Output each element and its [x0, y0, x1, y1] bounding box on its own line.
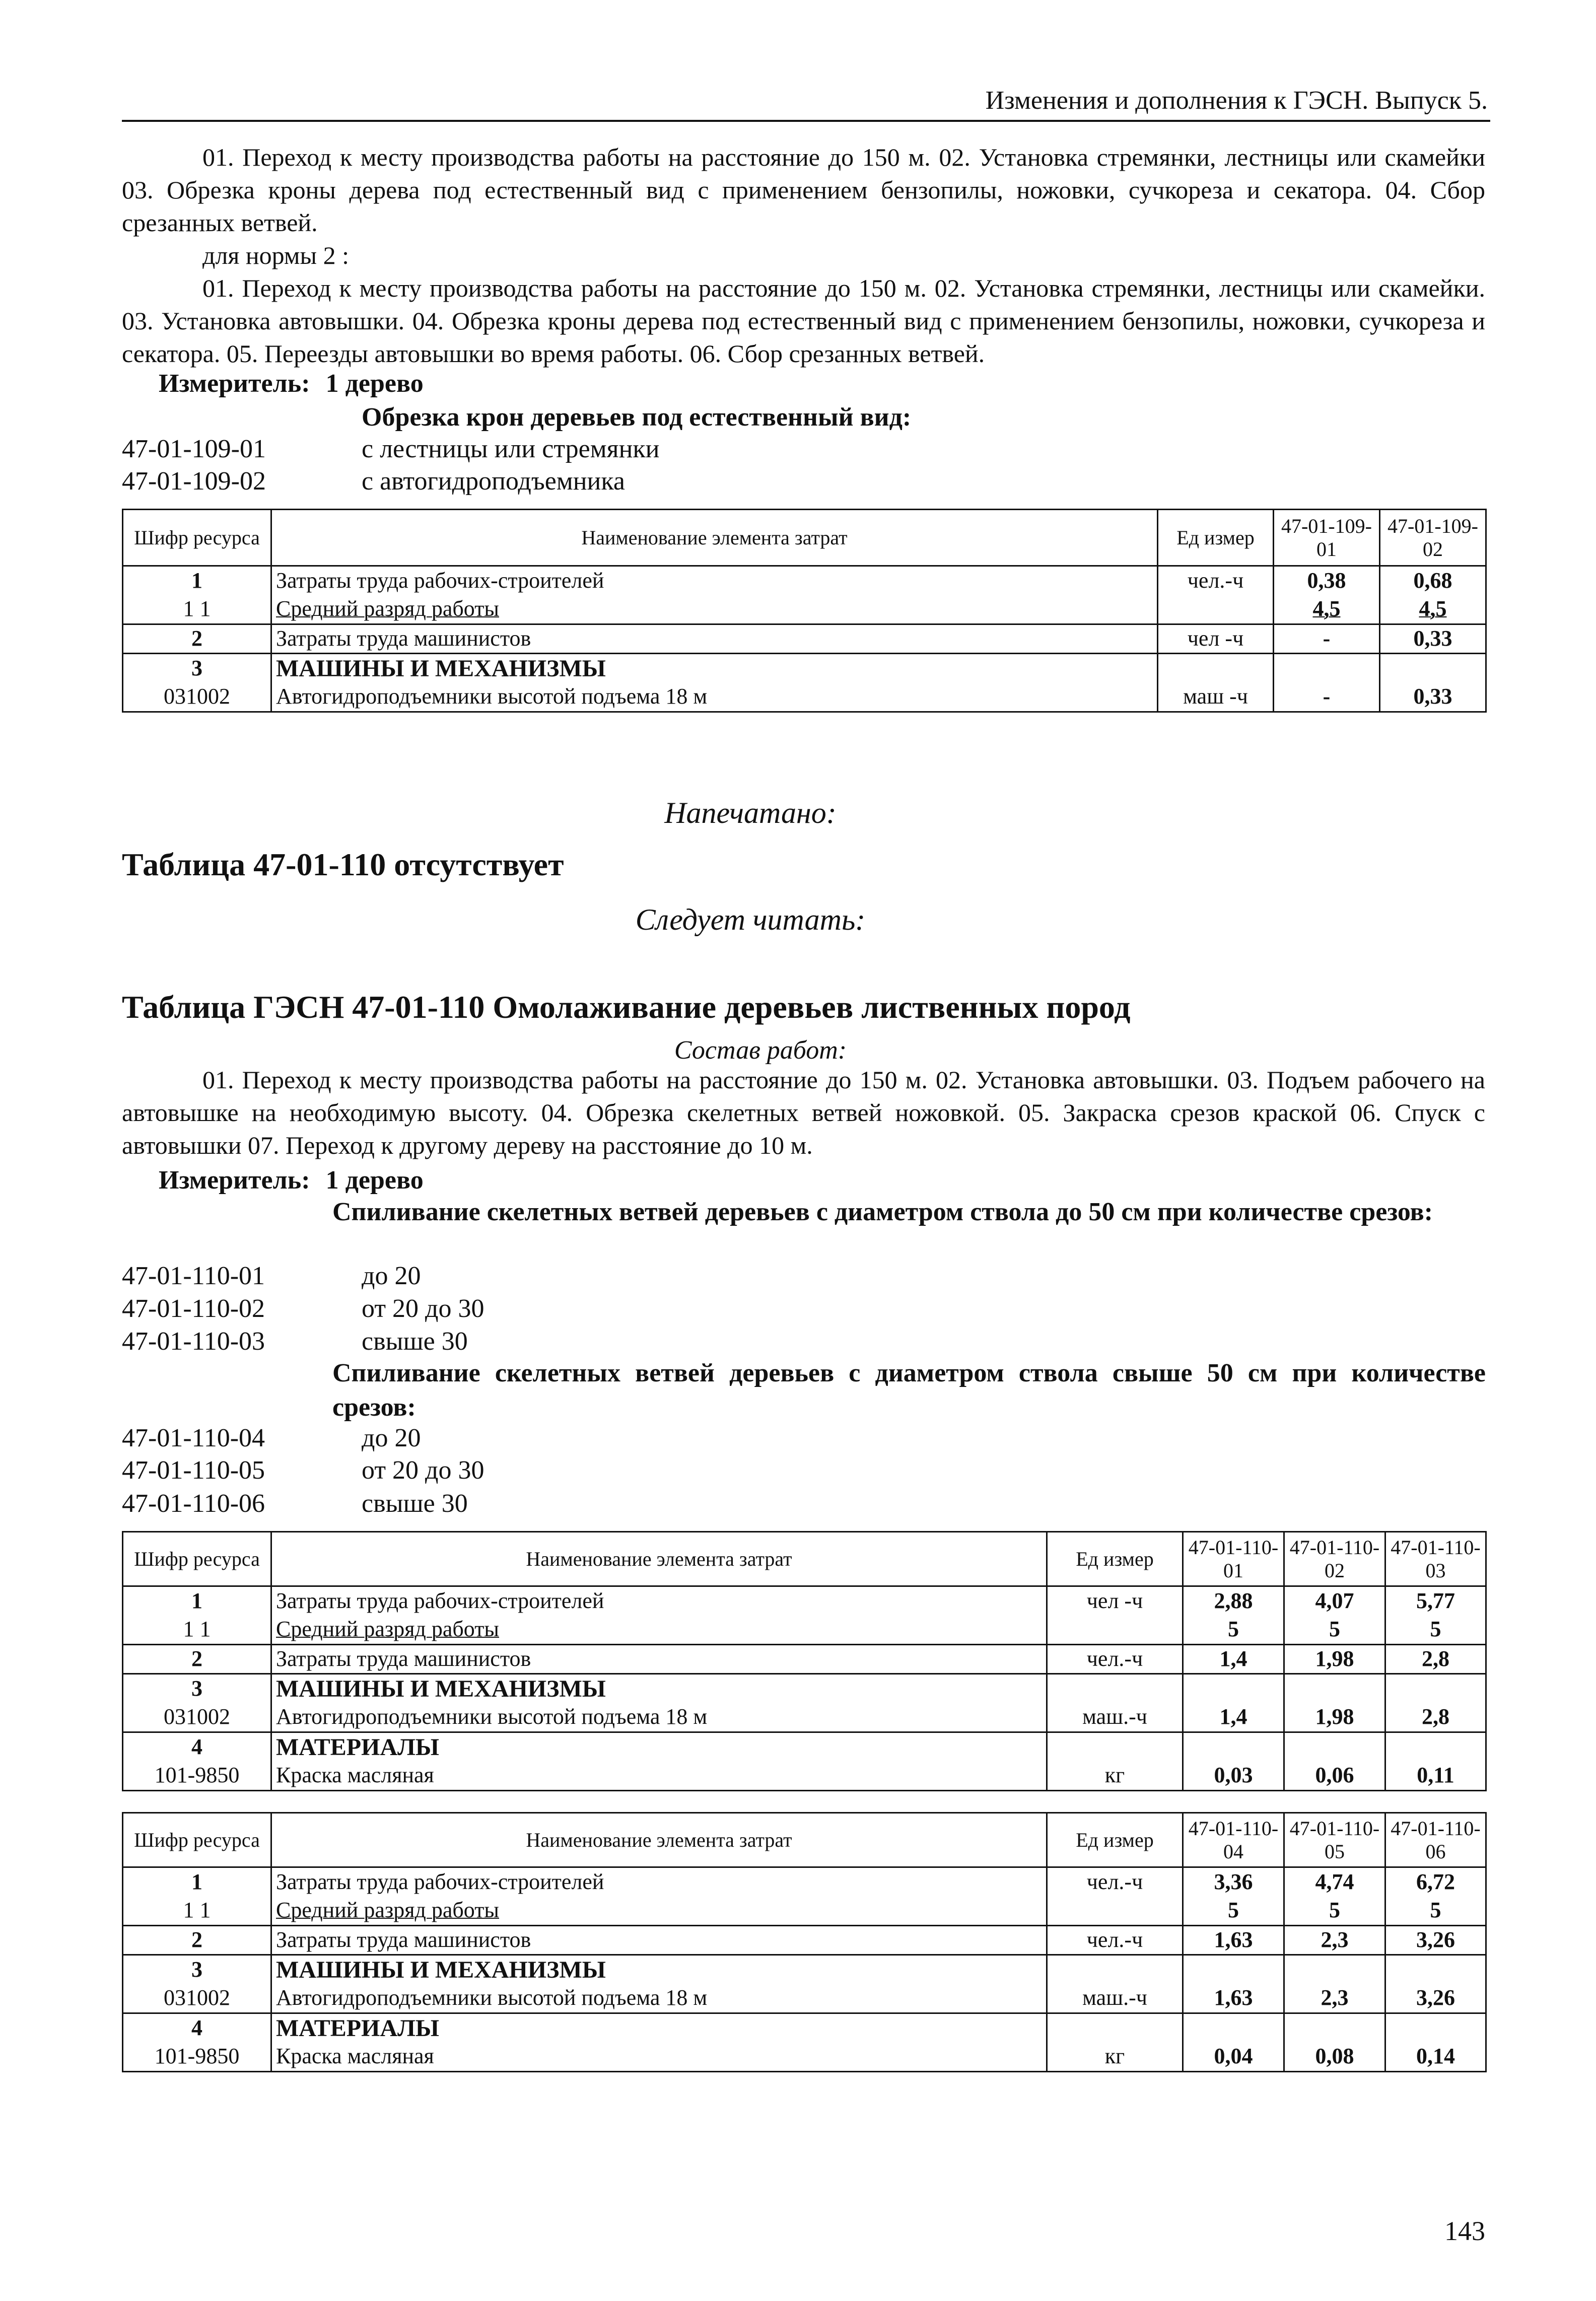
table-row [123, 1586, 1486, 1616]
cell-unit: чел.-ч [1158, 566, 1274, 595]
cell-code: 1 1 [123, 1616, 271, 1645]
header-norm-1: 47-01-110-04 [1183, 1813, 1284, 1867]
cell-group-name: МАШИНЫ И МЕХАНИЗМЫ [271, 1955, 1047, 1984]
cell-code: 3 [123, 1674, 271, 1703]
table-row [123, 595, 1486, 624]
cell-value [1274, 595, 1380, 624]
cell-name-text: Средний разряд работы [276, 1617, 499, 1642]
norm-item [122, 1259, 421, 1293]
cell-unit: чел -ч [1158, 624, 1274, 654]
table-row [123, 1867, 1486, 1897]
norm-code: 47-01-110-01 [122, 1262, 265, 1290]
cell-code: 1 [123, 1586, 271, 1616]
table-title: Таблица ГЭСН 47-01-110 Омолаживание деревьев лиственных пород [122, 989, 1131, 1025]
cell-value [1385, 1674, 1486, 1703]
cell-value: 0,03 [1183, 1762, 1284, 1791]
table-row [123, 1674, 1486, 1703]
cell-value: 2,88 [1183, 1586, 1284, 1616]
cell-name: Затраты труда рабочих-строителей [271, 1867, 1047, 1897]
header-unit: Ед измер [1047, 1532, 1183, 1586]
cell-unit [1047, 1616, 1183, 1645]
cell-name: Затраты труда машинистов [271, 624, 1158, 654]
cell-code: 3 [123, 1955, 271, 1984]
cell-name: Затраты труда машинистов [271, 1926, 1047, 1955]
table-row [123, 1984, 1486, 2013]
cell-unit [1047, 2013, 1183, 2043]
table-row [123, 1645, 1486, 1674]
table-row [123, 1955, 1486, 1984]
cell-unit [1047, 1674, 1183, 1703]
cell-code: 1 [123, 566, 271, 595]
cell-value: 5,77 [1385, 1586, 1486, 1616]
table-row [123, 2043, 1486, 2072]
cell-value: 1,4 [1183, 1645, 1284, 1674]
cell-group-name: МАТЕРИАЛЫ [271, 1732, 1047, 1762]
cell-code: 4 [123, 2013, 271, 2043]
header-code: Шифр ресурса [123, 1813, 271, 1867]
cell-unit: чел.-ч [1047, 1926, 1183, 1955]
resource-table-2 [122, 1531, 1487, 1791]
composition-label: Состав работ: [674, 1036, 847, 1065]
cell-value: 4,07 [1284, 1586, 1385, 1616]
cell-unit [1158, 654, 1274, 683]
cell-unit: чел -ч [1047, 1586, 1183, 1616]
cell-name: Затраты труда машинистов [271, 1645, 1047, 1674]
norm-text: с автогидроподъемника [362, 467, 625, 496]
cell-unit: маш -ч [1158, 683, 1274, 712]
norm-code: 47-01-110-06 [122, 1489, 265, 1518]
cell-unit [1047, 1897, 1183, 1926]
table-row [123, 2013, 1486, 2043]
intro-paragraph-3: 01. Переход к месту производства работы на расстояние до 150 м. 02. Установка стремянки, лестницы или скамейки. 03. Установка автовышки. 04. Обрезка кроны дерева под естественный вид с применением бензопилы, ножовки, сучкореза и секатора. 05. Переезды автовышки во время работы. 06. Сбор срезанных ветвей. [122, 274, 1485, 368]
norm-code: 47-01-110-04 [122, 1424, 265, 1452]
cell-value [1183, 1955, 1284, 1984]
cell-code: 2 [123, 1926, 271, 1955]
cell-unit: маш.-ч [1047, 1703, 1183, 1732]
cell-unit: кг [1047, 1762, 1183, 1791]
read-label: Следует читать: [635, 903, 866, 936]
cell-group-name: МАШИНЫ И МЕХАНИЗМЫ [271, 654, 1158, 683]
cell-value: 0,11 [1385, 1762, 1486, 1791]
intro-block [122, 141, 1485, 370]
measure-value: 1 дерево [325, 369, 424, 398]
cell-code: 3 [123, 654, 271, 683]
cell-value [1380, 595, 1486, 624]
cell-name-text: Средний разряд работы [276, 1898, 499, 1923]
cell-unit [1158, 595, 1274, 624]
norm-code: 47-01-110-05 [122, 1456, 265, 1485]
table-row [123, 683, 1486, 712]
norm-item [122, 464, 625, 499]
table-header-row [123, 510, 1486, 566]
cell-unit [1047, 1955, 1183, 1984]
cell-value: 0,08 [1284, 2043, 1385, 2072]
norm-code: 47-01-110-02 [122, 1294, 265, 1323]
page-number: 143 [1444, 2216, 1485, 2246]
cell-value: 2,8 [1385, 1645, 1486, 1674]
header-norm-2: 47-01-110-02 [1284, 1532, 1385, 1586]
measure-2 [159, 1163, 424, 1198]
header-rule [122, 120, 1490, 122]
cell-value: 2,3 [1284, 1926, 1385, 1955]
cell-value: - [1274, 683, 1380, 712]
cell-name-text: Средний разряд работы [276, 596, 499, 621]
norm-text: до 20 [362, 1262, 421, 1290]
cell-value: 5 [1385, 1897, 1486, 1926]
table-row [123, 566, 1486, 595]
cell-value: 0,33 [1380, 683, 1486, 712]
header-code: Шифр ресурса [123, 510, 271, 566]
table-row [123, 1897, 1486, 1926]
cell-value: 1,4 [1183, 1703, 1284, 1732]
header-norm-3: 47-01-110-03 [1385, 1532, 1486, 1586]
norm-item [122, 1453, 484, 1488]
cell-value: 0,06 [1284, 1762, 1385, 1791]
cell-value [1380, 654, 1486, 683]
norm-code: 47-01-110-03 [122, 1327, 265, 1356]
cell-value: 3,26 [1385, 1926, 1486, 1955]
cell-value: 4,74 [1284, 1867, 1385, 1897]
cell-value: 5 [1385, 1616, 1486, 1645]
header-unit: Ед измер [1047, 1813, 1183, 1867]
cell-value-text: 4,5 [1419, 596, 1447, 621]
cell-value [1385, 1955, 1486, 1984]
cell-value: 3,36 [1183, 1867, 1284, 1897]
cell-code: 4 [123, 1732, 271, 1762]
cell-value: 1,63 [1183, 1984, 1284, 2013]
table-row [123, 1926, 1486, 1955]
cell-value: 1,63 [1183, 1926, 1284, 1955]
section-1-title: Обрезка крон деревьев под естественный вид: [362, 403, 912, 432]
cell-name [271, 1897, 1047, 1926]
cell-code: 2 [123, 624, 271, 654]
section-3-title: Спиливание скелетных ветвей деревьев с диаметром ствола свыше 50 см при количестве срезов: [332, 1359, 1486, 1422]
resource-table-3 [122, 1812, 1487, 2072]
cell-name: Автогидроподъемники высотой подъема 18 м [271, 683, 1158, 712]
table-row [123, 1762, 1486, 1791]
cell-value [1284, 1732, 1385, 1762]
intro-paragraph-2: для нормы 2 : [202, 241, 350, 269]
cell-name: Автогидроподъемники высотой подъема 18 м [271, 1984, 1047, 2013]
cell-value: 2,3 [1284, 1984, 1385, 2013]
cell-value [1284, 1955, 1385, 1984]
absent-notice: Таблица 47-01-110 отсутствует [122, 847, 564, 882]
cell-code: 031002 [123, 1984, 271, 2013]
norm-text: от 20 до 30 [362, 1294, 484, 1323]
table-row [123, 1703, 1486, 1732]
cell-name: Краска масляная [271, 2043, 1047, 2072]
cell-code: 101-9850 [123, 1762, 271, 1791]
section-2-title: Спиливание скелетных ветвей деревьев с диаметром ствола до 50 см при количестве срезов: [332, 1198, 1433, 1226]
cell-code: 1 [123, 1867, 271, 1897]
header-code: Шифр ресурса [123, 1532, 271, 1586]
norm-item [122, 1487, 468, 1521]
table-row [123, 624, 1486, 654]
cell-value: 0,38 [1274, 566, 1380, 595]
norm-item [122, 1324, 468, 1359]
cell-value: 3,26 [1385, 1984, 1486, 2013]
measure-1 [159, 367, 424, 401]
cell-value: 0,68 [1380, 566, 1486, 595]
cell-unit [1047, 1732, 1183, 1762]
cell-value [1183, 1732, 1284, 1762]
cell-value: 5 [1284, 1616, 1385, 1645]
norm-text: от 20 до 30 [362, 1456, 484, 1485]
cell-value: 1,98 [1284, 1703, 1385, 1732]
cell-value: 2,8 [1385, 1703, 1486, 1732]
composition-text: 01. Переход к месту производства работы на расстояние до 150 м. 02. Установка автовышки. 03. Подъем рабочего на автовышке на необходимую высоту. 04. Обрезка скелетных ветвей ножовкой. 05. Закраска срезов краской 06. Спуск с автовышки 07. Переход к другому дереву на расстояние до 10 м. [122, 1066, 1485, 1159]
cell-unit: чел.-ч [1047, 1645, 1183, 1674]
cell-value: - [1274, 624, 1380, 654]
cell-value: 1,98 [1284, 1645, 1385, 1674]
norm-text: свыше 30 [362, 1327, 468, 1356]
cell-value: 5 [1183, 1897, 1284, 1926]
table-row [123, 654, 1486, 683]
cell-code: 101-9850 [123, 2043, 271, 2072]
resource-table-1 [122, 509, 1487, 713]
cell-value [1385, 1732, 1486, 1762]
cell-code: 1 1 [123, 1897, 271, 1926]
cell-name [271, 595, 1158, 624]
cell-code: 1 1 [123, 595, 271, 624]
cell-value [1385, 2013, 1486, 2043]
measure-label: Измеритель: [159, 369, 310, 398]
cell-value [1284, 1674, 1385, 1703]
measure-label: Измеритель: [159, 1166, 310, 1195]
cell-code: 031002 [123, 683, 271, 712]
cell-name: Затраты труда рабочих-строителей [271, 566, 1158, 595]
header-name: Наименование элемента затрат [271, 510, 1158, 566]
cell-value: 0,33 [1380, 624, 1486, 654]
header-norm-1: 47-01-110-01 [1183, 1532, 1284, 1586]
norm-text: свыше 30 [362, 1489, 468, 1518]
cell-unit: маш.-ч [1047, 1984, 1183, 2013]
composition-block [122, 1064, 1485, 1162]
cell-group-name: МАТЕРИАЛЫ [271, 2013, 1047, 2043]
header-name: Наименование элемента затрат [271, 1813, 1047, 1867]
cell-name: Автогидроподъемники высотой подъема 18 м [271, 1703, 1047, 1732]
printed-label: Напечатано: [664, 796, 837, 829]
running-header: Изменения и дополнения к ГЭСН. Выпуск 5. [985, 86, 1488, 115]
cell-unit: кг [1047, 2043, 1183, 2072]
cell-name: Затраты труда рабочих-строителей [271, 1586, 1047, 1616]
intro-paragraph-1: 01. Переход к месту производства работы на расстояние до 150 м. 02. Установка стремянки, лестницы или скамейки 03. Обрезка кроны дерева под естественный вид с применением бензопилы, ножовки, сучкореза и секатора. 04. Сбор срезанных ветвей. [122, 143, 1485, 237]
header-unit: Ед измер [1158, 510, 1274, 566]
norm-text: до 20 [362, 1424, 421, 1452]
norm-code: 47-01-109-02 [122, 467, 266, 496]
header-name: Наименование элемента затрат [271, 1532, 1047, 1586]
cell-value: 5 [1284, 1897, 1385, 1926]
header-norm-2: 47-01-110-05 [1284, 1813, 1385, 1867]
cell-value: 6,72 [1385, 1867, 1486, 1897]
cell-code: 2 [123, 1645, 271, 1674]
cell-value: 0,14 [1385, 2043, 1486, 2072]
cell-unit: чел.-ч [1047, 1867, 1183, 1897]
norm-item [122, 1421, 421, 1455]
cell-group-name: МАШИНЫ И МЕХАНИЗМЫ [271, 1674, 1047, 1703]
cell-name [271, 1616, 1047, 1645]
cell-value [1274, 654, 1380, 683]
norm-item [122, 432, 660, 466]
header-norm-2: 47-01-109-02 [1380, 510, 1486, 566]
header-norm-1: 47-01-109-01 [1274, 510, 1380, 566]
norm-text: с лестницы или стремянки [362, 435, 660, 463]
cell-value: 5 [1183, 1616, 1284, 1645]
norm-code: 47-01-109-01 [122, 435, 266, 463]
cell-value [1183, 2013, 1284, 2043]
header-norm-3: 47-01-110-06 [1385, 1813, 1486, 1867]
cell-name: Краска масляная [271, 1762, 1047, 1791]
norm-item [122, 1292, 484, 1326]
cell-value: 0,04 [1183, 2043, 1284, 2072]
table-row [123, 1616, 1486, 1645]
table-header-row [123, 1813, 1486, 1867]
table-row [123, 1732, 1486, 1762]
cell-value-text: 4,5 [1312, 596, 1341, 621]
table-header-row [123, 1532, 1486, 1586]
measure-value: 1 дерево [325, 1166, 424, 1195]
cell-value [1284, 2013, 1385, 2043]
cell-value [1183, 1674, 1284, 1703]
cell-code: 031002 [123, 1703, 271, 1732]
